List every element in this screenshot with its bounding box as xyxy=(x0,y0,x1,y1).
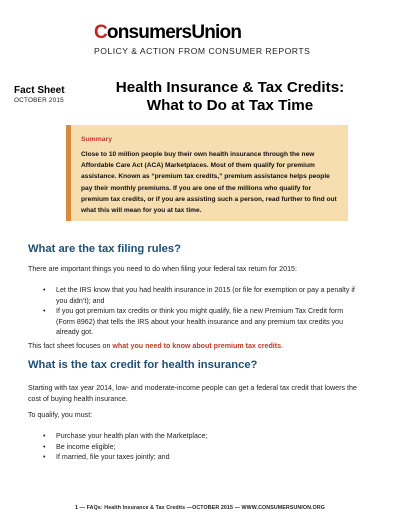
focus-suffix: . xyxy=(281,342,284,350)
logo-text: ConsumersUnion xyxy=(94,22,242,43)
list-item xyxy=(28,431,358,442)
bullet-icon: • xyxy=(43,442,46,451)
section1-focus-line xyxy=(28,341,358,352)
section-heading-tax-credit: What is the tax credit for health insurance? xyxy=(28,359,258,371)
summary-box xyxy=(66,125,348,221)
list-item-text: Let the IRS know that you had health insurance in 2015 (or file for exemption or pay a penalty if you didn’t); and xyxy=(56,286,355,305)
list-item xyxy=(28,306,358,338)
bullet-icon: • xyxy=(43,286,46,294)
list-item-text: If married, file your taxes jointly; and xyxy=(56,453,170,461)
section2-para-2: To qualify, you must: xyxy=(28,411,93,419)
bullet-icon: • xyxy=(43,307,46,315)
title-line-1: Health Insurance & Tax Credits: xyxy=(115,79,345,96)
premium-tax-credits-link[interactable]: what you need to know about premium tax credits xyxy=(112,342,282,350)
list-item-text: Be income eligible; xyxy=(56,442,116,451)
section-heading-tax-filing: What are the tax filing rules? xyxy=(28,243,181,255)
list-item xyxy=(28,285,358,306)
summary-text: Close to 10 million people buy their own health insurance through the new Affordable Care Act (ACA) Marketplaces. Most of them qualify for premium assistance. Known as “premium tax credits,” premium assistance helps people pay their monthly premiums. If you are one of the millions who qualify for premium tax credits, or if you are assisting such a person, read further to find out what this will mean for you at tax time. xyxy=(81,151,337,215)
fact-sheet-label: Fact Sheet xyxy=(14,85,65,96)
document-title xyxy=(80,79,380,115)
list-item xyxy=(28,452,358,463)
title-line-2: What to Do at Tax Time xyxy=(146,97,314,114)
section2-para-1: Starting with tax year 2014, low- and moderate-income people can get a federal tax credit that lowers the cost of buying health insurance. xyxy=(28,384,357,403)
focus-prefix: This fact sheet focuses on xyxy=(28,342,113,350)
list-item-text: If you got premium tax credits or think you might qualify, file a new Premium Tax Credit form (Form 8962) that tells the IRS about your health insurance and any premium tax credits you already got. xyxy=(56,307,344,336)
consumers-union-logo xyxy=(94,22,241,44)
page-footer: 1 — FAQs: Health Insurance & Tax Credits —OCTOBER 2015 — WWW.CONSUMERSUNION.ORG xyxy=(75,505,325,511)
list-item-text: Purchase your health plan with the Marketplace; xyxy=(56,432,208,440)
logo-tagline: POLICY & ACTION FROM CONSUMER REPORTS xyxy=(94,46,311,56)
fact-sheet-date: OCTOBER 2015 xyxy=(14,97,64,104)
summary-heading: Summary xyxy=(81,136,112,143)
section1-intro: There are important things you need to do when filing your federal tax return for 2015: xyxy=(28,265,297,273)
bullet-icon: • xyxy=(43,432,46,440)
section1-bullet-list xyxy=(28,285,358,338)
section2-bullet-list xyxy=(28,431,358,463)
bullet-icon: • xyxy=(43,453,46,461)
list-item xyxy=(28,442,358,453)
